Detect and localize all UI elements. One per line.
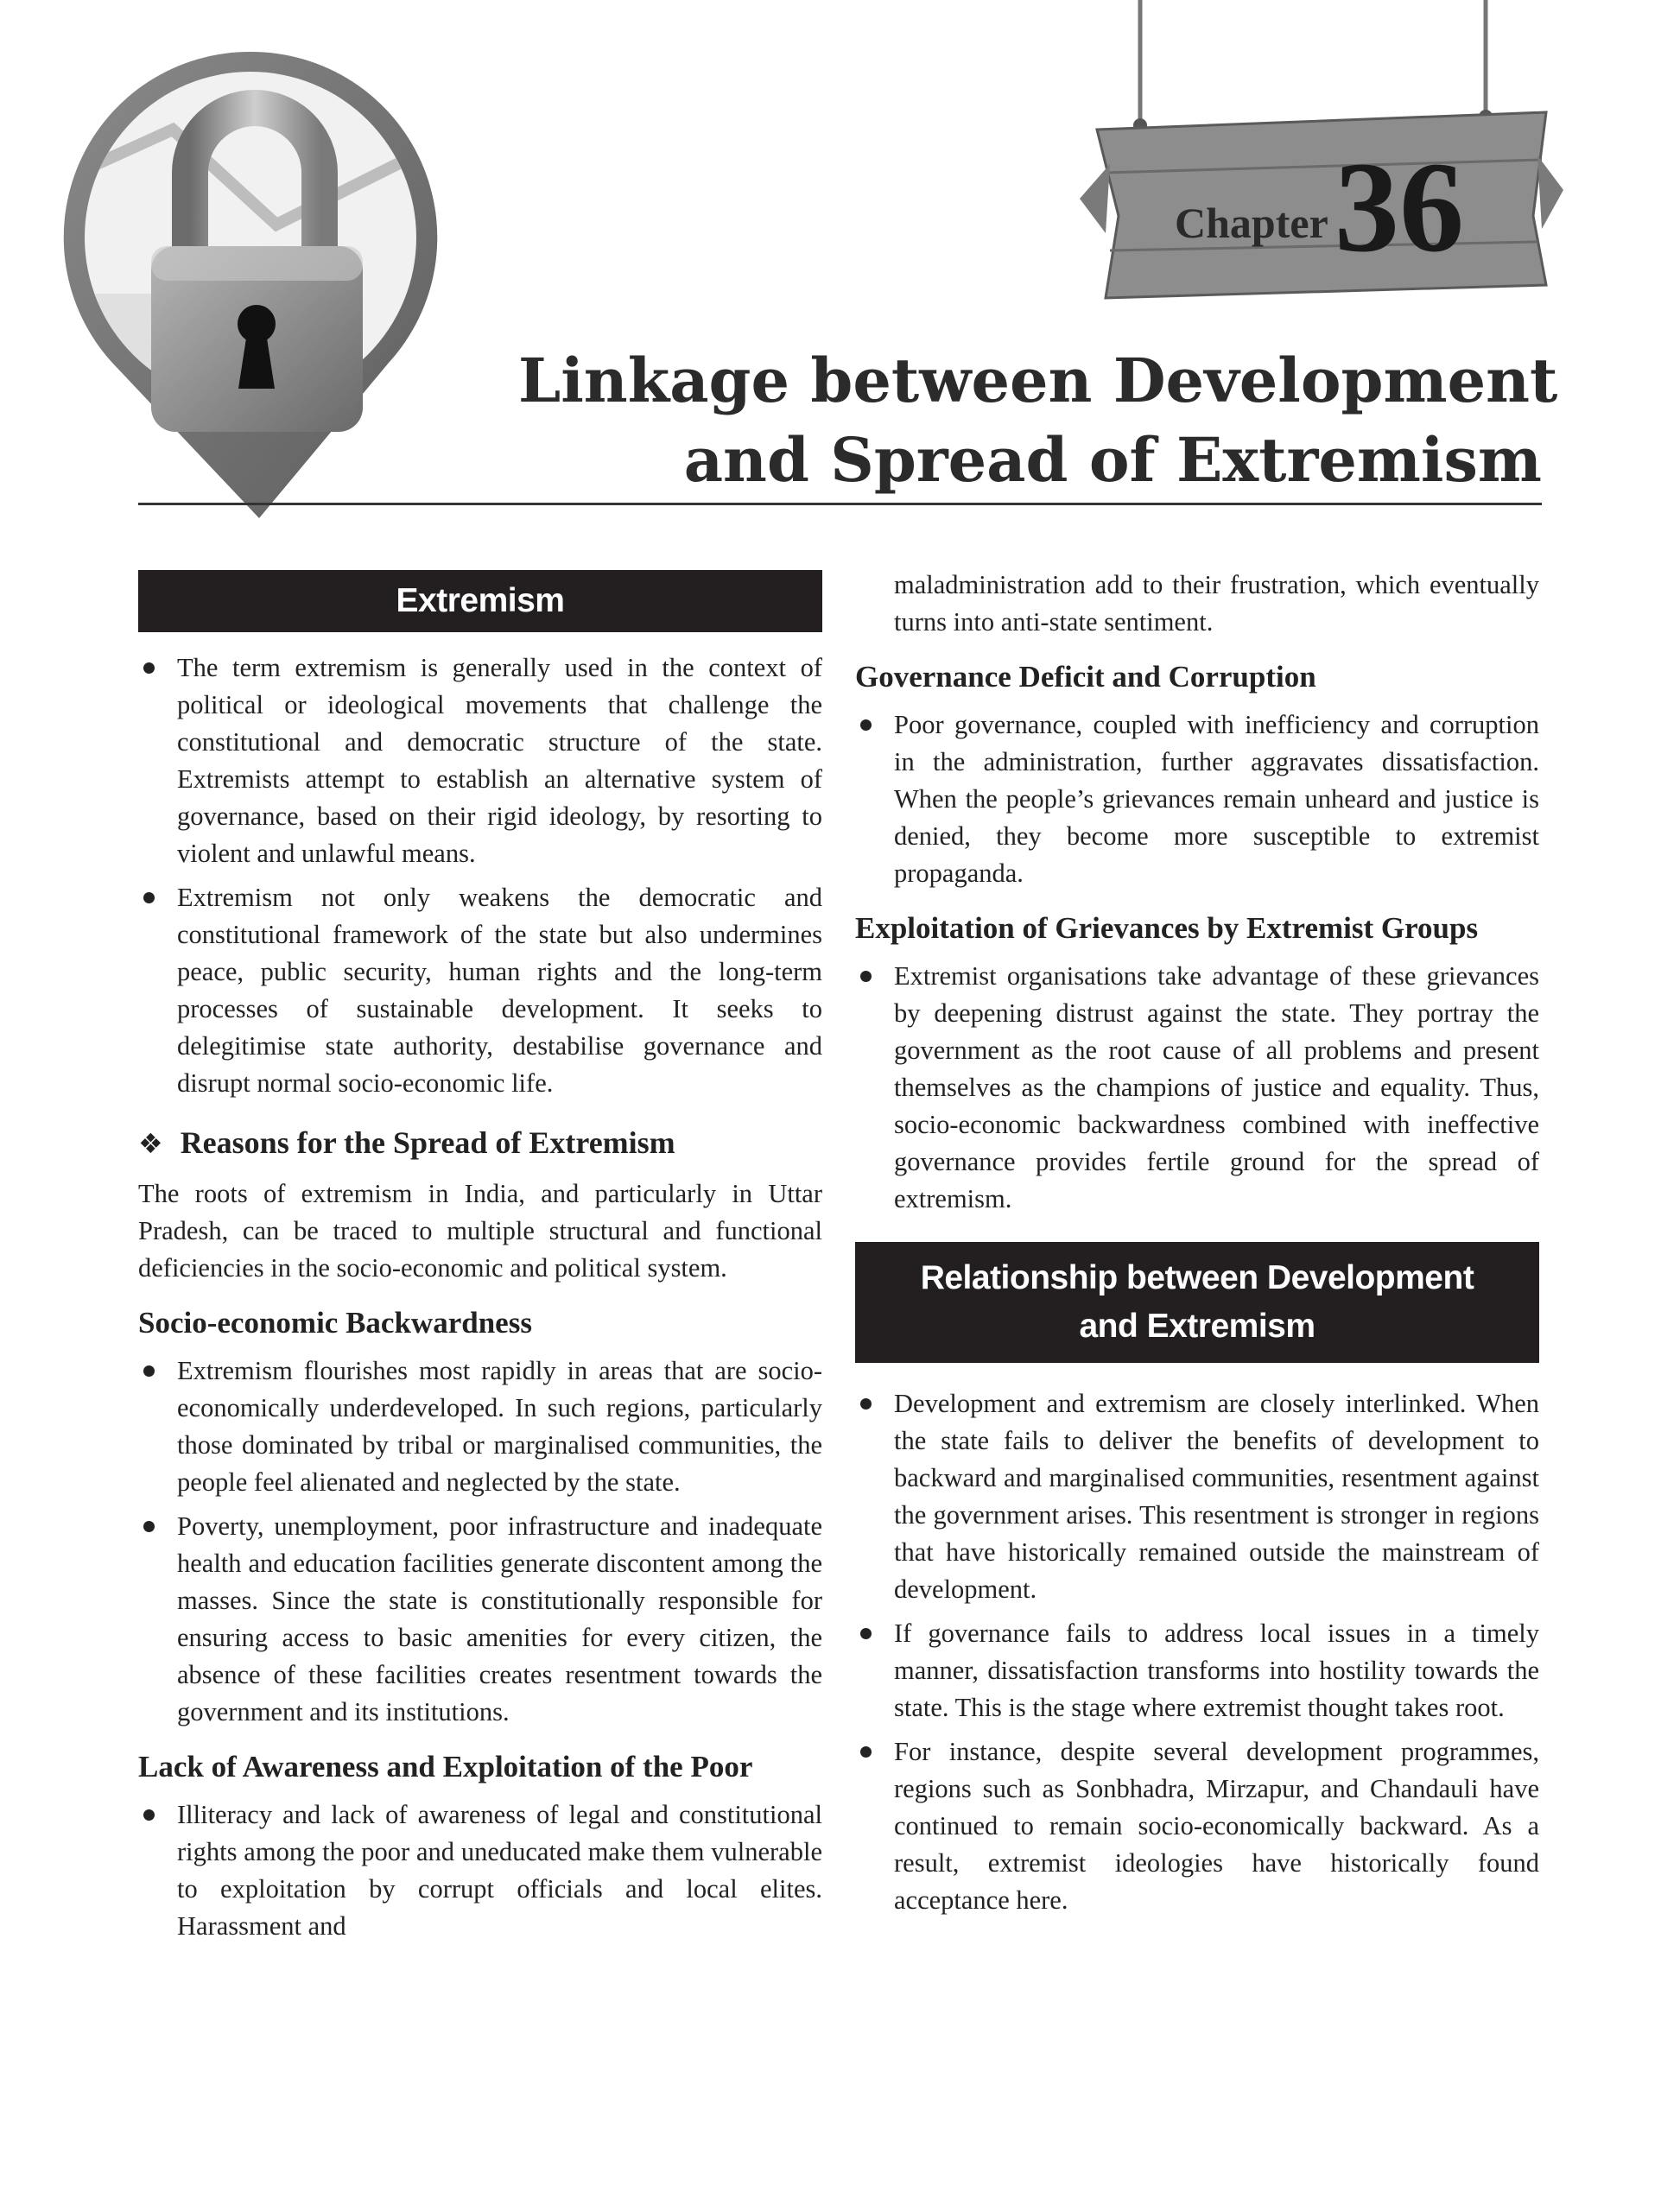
- padlock-illustration: [52, 35, 458, 535]
- awareness-list: [138, 1796, 822, 1945]
- section-banner-extremism: Extremism: [138, 570, 822, 632]
- diamond-bullet-icon: ❖: [138, 1127, 163, 1160]
- subheading-governance: Governance Deficit and Corruption: [855, 660, 1316, 694]
- exploitation-list: [855, 958, 1539, 1218]
- governance-list: [855, 706, 1539, 892]
- subheading-socio-economic: Socio-economic Backwardness: [138, 1306, 532, 1340]
- continuation-text: maladministration add to their frustration, which eventually turns into anti-state sentiment.: [894, 570, 1539, 637]
- right-column: [855, 567, 1539, 1926]
- list-item: Extremism not only weakens the democratic and constitutional framework of the state but also undermines peace, public security, human rights and the long-term processes of sustainable development. It seeks to delegitimise state authority, destabilise governance and disrupt normal socio-economic life.: [138, 879, 822, 1102]
- chapter-number: 36: [1334, 136, 1464, 279]
- title-divider: [138, 503, 1542, 505]
- list-item: Poverty, unemployment, poor infrastructure and inadequate health and education facilities generate discontent among the masses. Since the state is constitutionally responsible for ensuring access to basic amenities for every citizen, the absence of these facilities creates resentment towards the government and its institutions.: [138, 1508, 822, 1731]
- section-heading-text: Reasons for the Spread of Extremism: [180, 1125, 675, 1160]
- banner-line-2: and Extremism: [1079, 1308, 1315, 1345]
- list-item: The term extremism is generally used in the context of political or ideological movements that challenge the constitutional and democratic structure of the state. Extremists attempt to establish an alternative system of governance, based on their rigid ideology, by resorting to violent and unlawful means.: [138, 649, 822, 872]
- chapter-label: Chapter: [1175, 199, 1328, 247]
- socio-economic-list: [138, 1353, 822, 1731]
- title-line-1: Linkage between Development: [518, 345, 1558, 416]
- subheading-awareness: Lack of Awareness and Exploitation of the Poor: [138, 1750, 753, 1783]
- title-line-2: and Spread of Extremism: [683, 424, 1542, 496]
- relationship-list: [855, 1385, 1539, 1919]
- list-item: Poor governance, coupled with inefficiency and corruption in the administration, further aggravates dissatisfaction. When the people’s grievances remain unheard and justice is denied, they become more susceptible to extremist propaganda.: [855, 706, 1539, 892]
- list-item: Development and extremism are closely interlinked. When the state fails to deliver the benefits of development to backward and marginalised communities, resentment against the government arises. This resentment is stronger in regions that have historically remained outside the mainstream of development.: [855, 1385, 1539, 1608]
- section-banner-relationship: [855, 1242, 1539, 1363]
- page-title: [518, 341, 1558, 500]
- extremism-list: [138, 649, 822, 1102]
- subheading-exploitation: Exploitation of Grievances by Extremist Groups: [855, 911, 1479, 945]
- list-item: Extremism flourishes most rapidly in areas that are socio-economically underdeveloped. In such regions, particularly those dominated by tribal or marginalised communities, the people feel alienated and neglected by the state.: [138, 1353, 822, 1501]
- banner-line-1: Relationship between Development: [920, 1259, 1474, 1296]
- list-item: Extremist organisations take advantage of these grievances by deepening distrust against the state. They portray the government as the root cause of all problems and present themselves as the champions of justice and equality. Thus, socio-economic backwardness combined with ineffective governance provides fertile ground for the spread of extremism.: [855, 958, 1539, 1218]
- list-item: Illiteracy and lack of awareness of legal and constitutional rights among the poor and uneducated make them vulnerable to exploitation by corrupt officials and local elites. Harassment and: [138, 1796, 822, 1945]
- section-heading-reasons: [138, 1123, 822, 1163]
- reasons-intro: The roots of extremism in India, and particularly in Uttar Pradesh, can be traced to multiple structural and functional deficiencies in the socio-economic and political system.: [138, 1179, 822, 1283]
- list-item: For instance, despite several development programmes, regions such as Sonbhadra, Mirzapur, and Chandauli have continued to remain socio-economically backward. As a result, extremist ideologies have historically found acceptance here.: [855, 1733, 1539, 1919]
- chapter-sign: [1080, 0, 1563, 311]
- left-column: [138, 570, 822, 1952]
- list-item: If governance fails to address local issues in a timely manner, dissatisfaction transforms into hostility towards the state. This is the stage where extremist thought takes root.: [855, 1615, 1539, 1726]
